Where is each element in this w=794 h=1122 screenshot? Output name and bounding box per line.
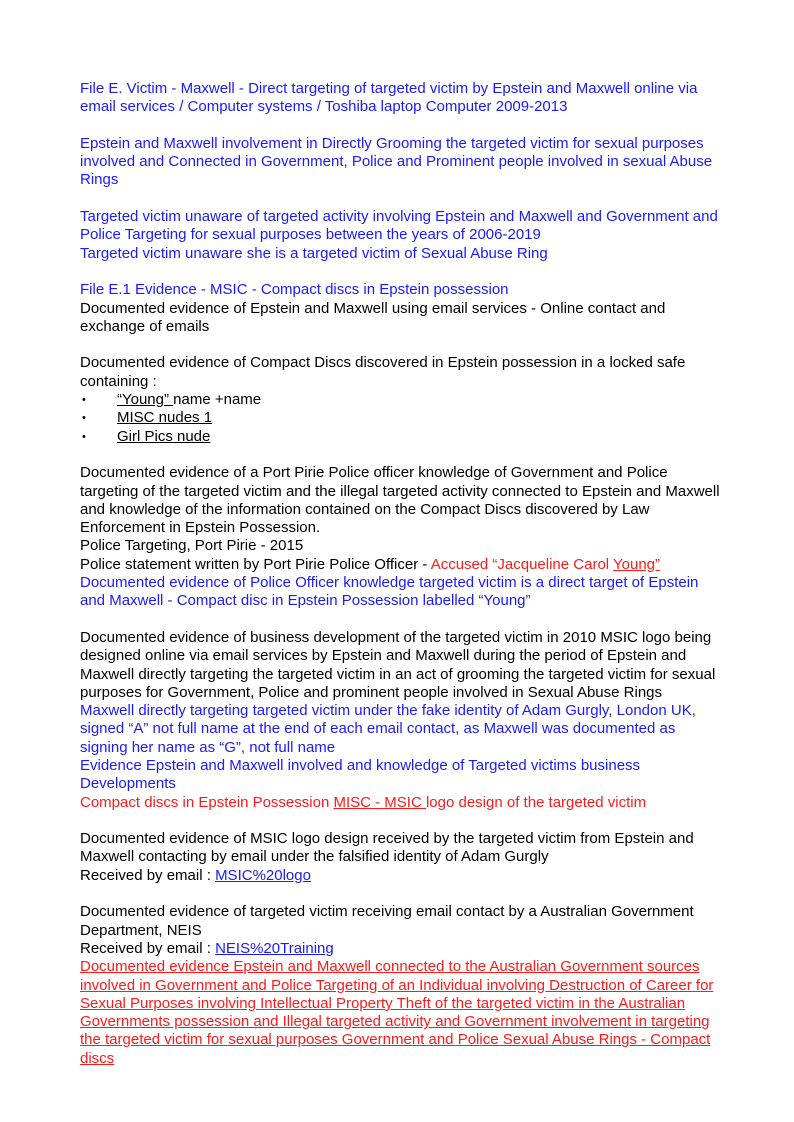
police-targeting-line: Police Targeting, Port Pirie - 2015 (80, 537, 304, 555)
girl-pics-link[interactable]: Girl Pics nude (117, 427, 211, 445)
document-page (80, 80, 720, 1068)
logo-design-paragraph: Documented evidence of MSIC logo design received by the targeted victim from Epstein and Maxwell contacting by email under the falsified identity of Adam Gurgly (80, 830, 694, 866)
list-item: • “Young” name +name (80, 391, 720, 409)
government-connection-link[interactable]: Documented evidence Epstein and Maxwell connected to the Australian Government sources involved in Government and Police Targeting of an Individual involving Destruction of Career for Sexual Purposes involving Intellectual Property Theft of the targeted victim in the Australian Governments possession and Illegal targeted activity and Government involvement in targeting the targeted victim for sexual purposes Government and Police Sexual Abuse Rings - Compact discs (80, 958, 714, 1067)
list-item (80, 428, 720, 446)
misc-nudes-link[interactable]: MISC nudes 1 (117, 409, 213, 427)
grooming-paragraph: Epstein and Maxwell involvement in Directly Grooming the targeted victim for sexual purposes involved and Connected in Government, Police and Prominent people involved in sexual Abuse Rings (80, 134, 713, 189)
police-statement-line: Police statement written by Port Pirie Police Officer - Accused “Jacqueline Carol Young” (80, 555, 661, 573)
logo-email-line: Received by email : MSIC%20logo (80, 866, 311, 884)
unaware-line: Targeted victim unaware she is a targeted victim of Sexual Abuse Ring (80, 244, 548, 262)
unaware-paragraph: Targeted victim unaware of targeted activity involving Epstein and Maxwell and Government and Police Targeting for sexual purposes between the years of 2006-2019 (80, 208, 718, 244)
business-knowledge-paragraph: Evidence Epstein and Maxwell involved and knowledge of Targeted victims business Developments (80, 756, 641, 793)
young-link[interactable]: “Young” (117, 391, 174, 409)
file-e-heading: File E. Victim - Maxwell - Direct targeting of targeted victim by Epstein and Maxwell online via email services / Computer systems / Toshiba laptop Computer 2009-2013 (80, 80, 698, 116)
evidence-e1-title: File E.1 Evidence - MSIC - Compact discs in Epstein possession (80, 281, 509, 299)
list-item (80, 409, 720, 427)
neis-training-link[interactable]: NEIS%20Training (215, 939, 334, 957)
fake-identity-paragraph: Maxwell directly targeting targeted victim under the fake identity of Adam Gurgly, London UK, signed “A” not full name at the end of each email contact, as Maxwell was documented as signing her name as “G”, not full name (80, 702, 696, 756)
neis-email-line: Received by email : NEIS%20Training (80, 939, 334, 957)
misc-msic-link[interactable]: MISC - MSIC (333, 793, 426, 811)
neis-paragraph: Documented evidence of targeted victim receiving email contact by a Australian Government Department, NEIS (80, 903, 694, 939)
compact-disc-list (80, 391, 720, 446)
compact-discs-intro: Documented evidence of Compact Discs discovered in Epstein possession in a locked safe containing : (80, 354, 686, 390)
evidence-e1-text: Documented evidence of Epstein and Maxwell using email services - Online contact and exchange of emails (80, 299, 666, 335)
young-statement-link[interactable]: Young” (613, 555, 661, 573)
business-development-paragraph: Documented evidence of business development of the targeted victim in 2010 MSIC logo being designed online via email services by Epstein and Maxwell during the period of Epstein and Maxwell directly targeting the targeted victim in an act of grooming the targeted victim for sexual purposes for Government, Police and prominent people involved in Sexual Abuse Rings (80, 628, 716, 701)
msic-logo-link[interactable]: MSIC%20logo (215, 866, 311, 884)
compact-discs-logo-line: Compact discs in Epstein Possession MISC - MSIC logo design of the targeted victim (80, 793, 647, 811)
port-pirie-paragraph: Documented evidence of a Port Pirie Police officer knowledge of Government and Police targeting of the targeted victim and the illegal targeted activity connected to Epstein and Maxwell and knowledge of the information contained on the Compact Discs discovered by Law Enforcement in Epstein Possession. (80, 464, 720, 537)
police-knowledge-paragraph: Documented evidence of Police Officer knowledge targeted victim is a direct target of Epstein and Maxwell - Compact disc in Epstein Possession labelled “Young” (80, 574, 699, 610)
